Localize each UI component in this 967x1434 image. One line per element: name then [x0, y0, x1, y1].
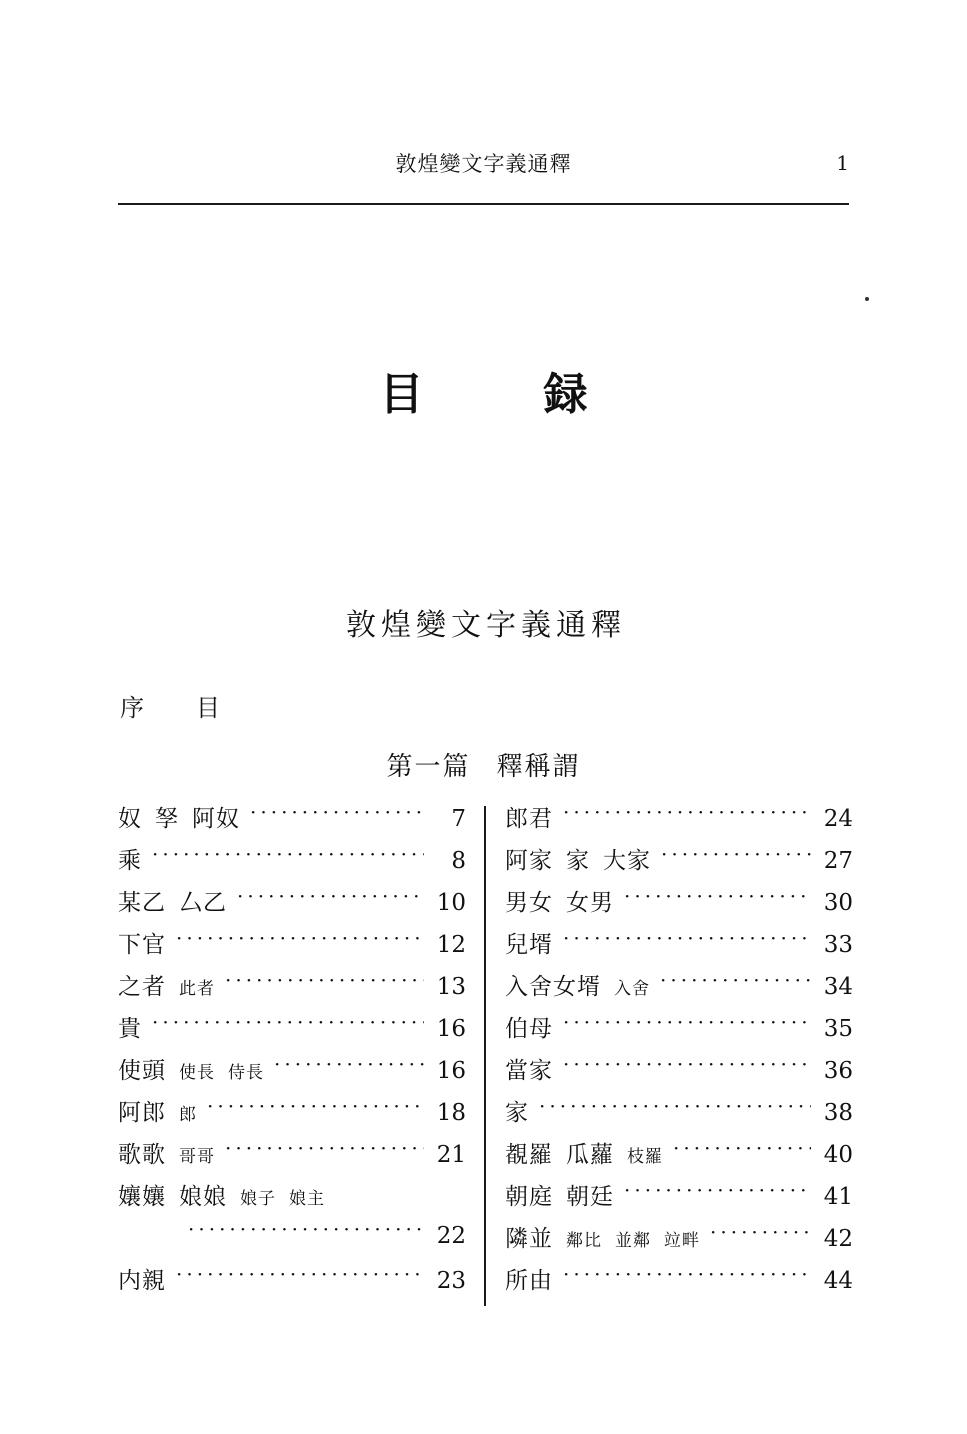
- toc-term-main: 朝廷: [566, 1184, 614, 1210]
- toc-term-variant: 枝羅: [627, 1147, 663, 1167]
- toc-term-variant: 郎: [179, 1105, 197, 1125]
- toc-leader-dots: [563, 1265, 811, 1288]
- toc-column-left: [118, 800, 466, 1304]
- toc-entry-terms: [118, 1010, 142, 1043]
- toc-entry[interactable]: [118, 1178, 466, 1220]
- toc-term-main: 貴: [118, 1016, 142, 1042]
- toc-term-main: 内親: [118, 1268, 166, 1294]
- running-head: [118, 148, 849, 194]
- toc-term-main: 覩羅: [505, 1142, 553, 1168]
- toc-term-main: 歌歌: [118, 1142, 166, 1168]
- toc-page-number: 27: [823, 848, 853, 874]
- toc-term-main: 大家: [603, 848, 651, 874]
- toc-term-main: 厶乙: [179, 890, 227, 916]
- toc-term-main: 當家: [505, 1058, 553, 1084]
- toc-entry-terms: [505, 1052, 553, 1085]
- toc-term-main: 家: [566, 848, 590, 874]
- toc-entry[interactable]: [505, 842, 853, 884]
- toc-term-main: 下官: [118, 932, 166, 958]
- toc-term-main: 某乙: [118, 890, 166, 916]
- toc-entry[interactable]: [505, 884, 853, 926]
- toc-leader-dots: [563, 803, 811, 826]
- toc-entry[interactable]: [505, 800, 853, 842]
- toc-entry[interactable]: [505, 1094, 853, 1136]
- toc-leader-dots: [152, 1013, 424, 1036]
- toc-entry[interactable]: [505, 1010, 853, 1052]
- toc-page-number: 44: [823, 1268, 853, 1294]
- toc-term-main: 兒壻: [505, 932, 553, 958]
- toc-term-main: 朝庭: [505, 1184, 553, 1210]
- toc-entry-terms: [505, 800, 553, 833]
- toc-page-number: 8: [451, 848, 466, 874]
- toc-page-number: 22: [436, 1223, 466, 1249]
- toc-entry[interactable]: [505, 1136, 853, 1178]
- toc-column-right: [505, 800, 853, 1304]
- toc-leader-dots: [539, 1097, 811, 1120]
- toc-entry-terms: [505, 926, 553, 959]
- toc-entry-terms: [118, 800, 240, 833]
- toc-entry-terms: [118, 926, 166, 959]
- column-divider: [484, 806, 486, 1306]
- toc-leader-dots: [152, 845, 424, 868]
- toc-entry-terms: [118, 1178, 325, 1211]
- toc-term-variant: 並鄰: [615, 1231, 651, 1251]
- toc-page-number: 33: [823, 932, 853, 958]
- toc-page-number: 36: [823, 1058, 853, 1084]
- toc-leader-dots: [660, 971, 811, 994]
- section-number: 第一篇: [386, 752, 471, 782]
- toc-leader-dots: [673, 1139, 811, 1162]
- toc-entry-terms: [118, 1052, 264, 1085]
- toc-term-variant: 竝畔: [664, 1231, 700, 1251]
- toc-term-main: 入舍女壻: [505, 974, 601, 1000]
- toc-term-main: 乘: [118, 848, 142, 874]
- toc-entry-terms: [505, 1094, 529, 1127]
- toc-leader-dots: [710, 1223, 811, 1246]
- toc-leader-dots: [176, 1265, 424, 1288]
- header-divider: [118, 203, 849, 205]
- toc-page-number: 10: [436, 890, 466, 916]
- toc-term-main: 阿郎: [118, 1100, 166, 1126]
- toc-entry-terms: [505, 884, 614, 917]
- toc-entry-terms: [505, 1178, 614, 1211]
- page-title: 目 録: [379, 369, 626, 420]
- toc-term-main: 孥: [155, 806, 179, 832]
- toc-leader-dots: [250, 803, 424, 826]
- toc-page-number: 18: [436, 1100, 466, 1126]
- toc-leader-dots: [188, 1220, 424, 1243]
- toc-term-main: 男女: [505, 890, 553, 916]
- toc-page-number: 42: [823, 1226, 853, 1252]
- toc-page-number: 7: [451, 806, 466, 832]
- toc-entry-terms: [118, 884, 227, 917]
- toc-term-main: 家: [505, 1100, 529, 1126]
- toc-term-main: 所由: [505, 1268, 553, 1294]
- toc-entry[interactable]: [505, 1178, 853, 1220]
- toc-entry[interactable]: [505, 1262, 853, 1304]
- toc-leader-dots: [225, 1139, 424, 1162]
- table-of-contents: [118, 800, 853, 1320]
- toc-entry[interactable]: [118, 800, 466, 842]
- toc-term-variant: 使長: [179, 1063, 215, 1083]
- toc-page-number: 34: [823, 974, 853, 1000]
- toc-entry-terms: [118, 1136, 215, 1169]
- toc-leader-dots: [624, 887, 811, 910]
- toc-leader-dots: [563, 1055, 811, 1078]
- toc-entry[interactable]: [118, 1136, 466, 1178]
- toc-leader-dots: [563, 1013, 811, 1036]
- toc-entry-terms: [505, 1262, 553, 1295]
- toc-entry[interactable]: [118, 1220, 466, 1262]
- toc-entry[interactable]: [505, 968, 853, 1010]
- toc-page-number: 16: [436, 1058, 466, 1084]
- toc-term-variant: 此者: [179, 979, 215, 999]
- toc-term-variant: 娘子: [240, 1189, 276, 1209]
- toc-term-variant: 哥哥: [179, 1147, 215, 1167]
- toc-term-main: 阿家: [505, 848, 553, 874]
- toc-entry-terms: [505, 1010, 553, 1043]
- toc-term-main: 郎君: [505, 806, 553, 832]
- toc-leader-dots: [225, 971, 424, 994]
- section-name: 釋稱謂: [496, 752, 581, 782]
- toc-entry[interactable]: [118, 1262, 466, 1304]
- toc-entry[interactable]: [505, 1052, 853, 1094]
- toc-entry[interactable]: [118, 926, 466, 968]
- toc-leader-dots: [207, 1097, 424, 1120]
- toc-term-main: 隣並: [505, 1226, 553, 1252]
- toc-term-variant: 鄰比: [566, 1231, 602, 1251]
- toc-entry[interactable]: [118, 968, 466, 1010]
- toc-entry[interactable]: [118, 884, 466, 926]
- toc-entry[interactable]: [118, 1010, 466, 1052]
- toc-leader-dots: [624, 1181, 811, 1204]
- toc-term-main: 之者: [118, 974, 166, 1000]
- toc-entry[interactable]: [118, 842, 466, 884]
- toc-entry[interactable]: [505, 926, 853, 968]
- toc-leader-dots: [176, 929, 424, 952]
- preface-entry: 序 目: [120, 694, 234, 722]
- page-number: 1: [836, 151, 849, 175]
- toc-term-main: 奴: [118, 806, 142, 832]
- toc-leader-dots: [274, 1055, 424, 1078]
- toc-page-number: 16: [436, 1016, 466, 1042]
- toc-term-variant: 侍長: [228, 1063, 264, 1083]
- toc-entry[interactable]: [118, 1052, 466, 1094]
- toc-page-number: 24: [823, 806, 853, 832]
- toc-page-number: 40: [823, 1142, 853, 1168]
- toc-entry-terms: [505, 1136, 663, 1169]
- toc-term-main: 娘娘: [179, 1184, 227, 1210]
- toc-term-main: 伯母: [505, 1016, 553, 1042]
- toc-leader-dots: [661, 845, 811, 868]
- toc-page-number: 21: [436, 1142, 466, 1168]
- toc-entry[interactable]: [505, 1220, 853, 1262]
- toc-page-number: 13: [436, 974, 466, 1000]
- book-title: 敦煌變文字義通釋: [346, 608, 626, 643]
- toc-leader-dots: [237, 887, 424, 910]
- toc-term-main: 孃孃: [118, 1184, 166, 1210]
- toc-entry-terms: [118, 1094, 197, 1127]
- toc-term-main: 瓜蘿: [566, 1142, 614, 1168]
- toc-page-number: 35: [823, 1016, 853, 1042]
- toc-term-main: 阿奴: [192, 806, 240, 832]
- toc-term-variant: 娘主: [289, 1189, 325, 1209]
- toc-entry-terms: [505, 1220, 700, 1253]
- running-head-title: 敦煌變文字義通釋: [395, 152, 572, 176]
- toc-entry-terms: [505, 842, 651, 875]
- toc-leader-dots: [563, 929, 811, 952]
- toc-page-number: 12: [436, 932, 466, 958]
- toc-page-number: 38: [823, 1100, 853, 1126]
- toc-term-main: 女男: [566, 890, 614, 916]
- section-heading: [0, 746, 967, 783]
- toc-page-number: 23: [436, 1268, 466, 1294]
- toc-term-variant: 入舍: [614, 979, 650, 999]
- toc-term-main: 使頭: [118, 1058, 166, 1084]
- toc-entry-terms: [118, 1262, 166, 1295]
- page-speck: [865, 297, 869, 301]
- toc-page-number: 41: [823, 1184, 853, 1210]
- toc-entry-terms: [505, 968, 650, 1001]
- toc-entry-terms: [118, 842, 142, 875]
- toc-entry-terms: [118, 968, 215, 1001]
- toc-entry[interactable]: [118, 1094, 466, 1136]
- toc-page-number: 30: [823, 890, 853, 916]
